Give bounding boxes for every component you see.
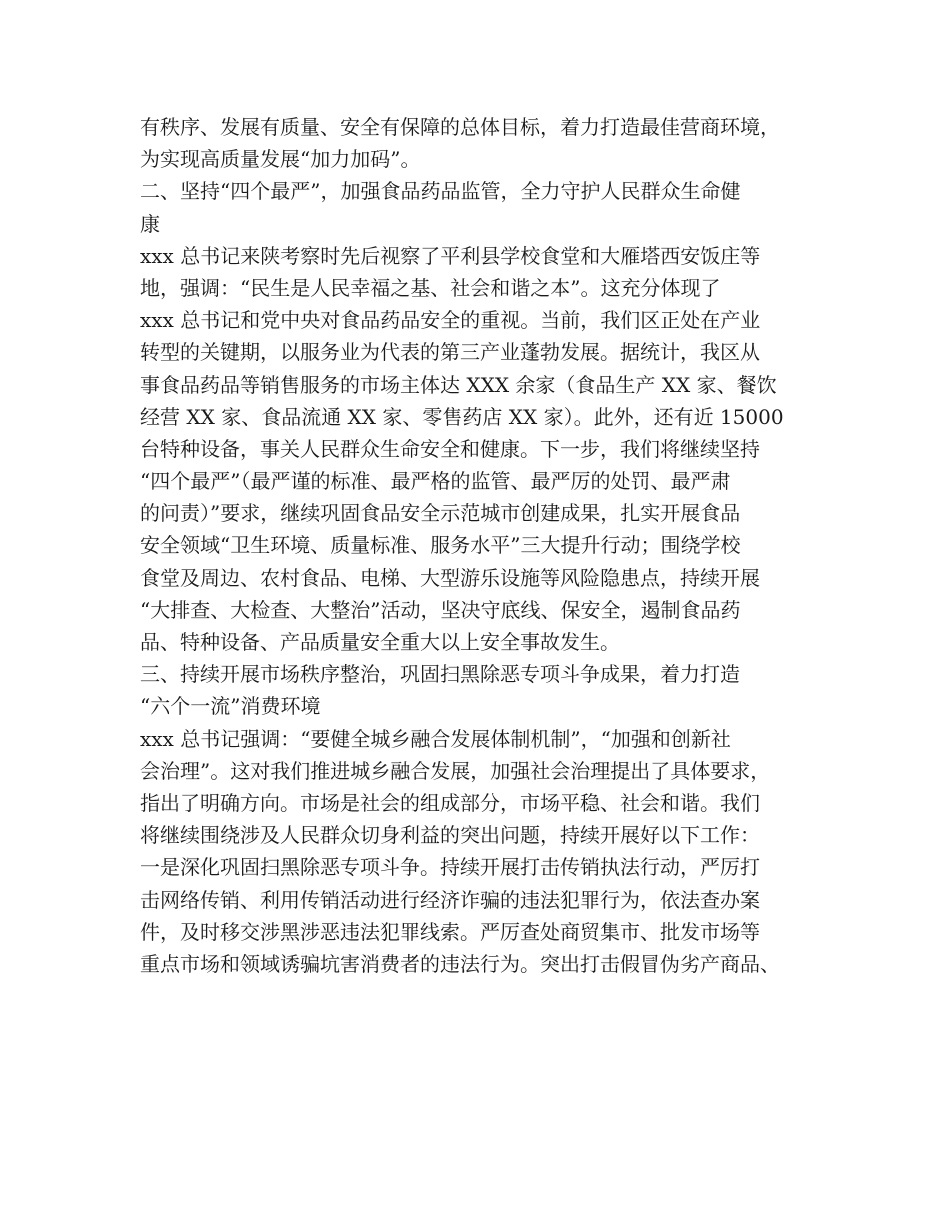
body-text (140, 111, 830, 980)
text-line: 安全领域“卫生环境、质量标准、服务水平”三大提升行动；围绕学校 (140, 533, 741, 558)
section-heading-line: 二、坚持“四个最严”，加强食品药品监管，全力守护人民群众生命健 (140, 179, 741, 204)
section-heading-line: 康 (140, 211, 160, 236)
text-line: 有秩序、发展有质量、安全有保障的总体目标，着力打造最佳营商环境， (140, 115, 780, 139)
text-line: 击网络传销、利用传销活动进行经济诈骗的违法犯罪行为，依法查办案 (140, 887, 760, 912)
text-line: “大排查、大检查、大整治”活动，坚决守底线、保安全，遏制食品药 (140, 597, 741, 622)
text-line: 食堂及周边、农村食品、电梯、大型游乐设施等风险隐患点，持续开展 (140, 565, 760, 590)
text-line: xxx 总书记和党中央对食品药品安全的重视。当前，我们区正处在产业 (140, 308, 761, 333)
text-line: 转型的关键期，以服务业为代表的第三产业蓬勃发展。据统计，我区从 (140, 340, 760, 365)
text-line: 经营 XX 家、食品流通 XX 家、零售药店 XX 家）。此外，还有近 15000 (140, 404, 784, 429)
text-line: xxx 总书记强调：“要健全城乡融合发展体制机制”，“加强和创新社 (140, 726, 731, 751)
section-heading-line: “六个一流”消费环境 (140, 694, 321, 719)
text-line: 将继续围绕涉及人民群众切身利益的突出问题，持续开展好以下工作： (140, 823, 760, 848)
text-line: 事食品药品等销售服务的市场主体达 XXX 余家（食品生产 XX 家、餐饮 (140, 372, 777, 397)
text-line: 品、特种设备、产品质量安全重大以上安全事故发生。 (140, 630, 620, 654)
text-line: 为实现高质量发展“加力加码”。 (140, 147, 421, 172)
text-line: 件，及时移交涉黑涉恶违法犯罪线索。严厉查处商贸集市、批发市场等 (140, 919, 760, 944)
section-heading-line: 三、持续开展市场秩序整治，巩固扫黑除恶专项斗争成果，着力打造 (140, 662, 740, 687)
text-line: xxx 总书记来陕考察时先后视察了平利县学校食堂和大雁塔西安饭庄等 (140, 243, 761, 268)
text-line: 重点市场和领域诱骗坑害消费者的违法行为。突出打击假冒伪劣产商品、 (140, 951, 780, 976)
text-line: 指出了明确方向。市场是社会的组成部分，市场平稳、社会和谐。我们 (140, 790, 760, 815)
text-line: 地，强调：“民生是人民幸福之基、社会和谐之本”。这充分体现了 (140, 275, 721, 300)
text-line: 台特种设备，事关人民群众生命安全和健康。下一步，我们将继续坚持 (140, 436, 760, 461)
text-line: 的问责）”要求，继续巩固食品安全示范城市创建成果，扎实开展食品 (140, 501, 741, 526)
text-line: 会治理”。这对我们推进城乡融合发展，加强社会治理提出了具体要求， (140, 758, 771, 783)
text-line: 一是深化巩固扫黑除恶专项斗争。持续开展打击传销执法行动，严厉打 (140, 855, 760, 880)
text-line: “四个最严”（最严谨的标准、最严格的监管、最严厉的处罚、最严肃 (140, 469, 731, 494)
